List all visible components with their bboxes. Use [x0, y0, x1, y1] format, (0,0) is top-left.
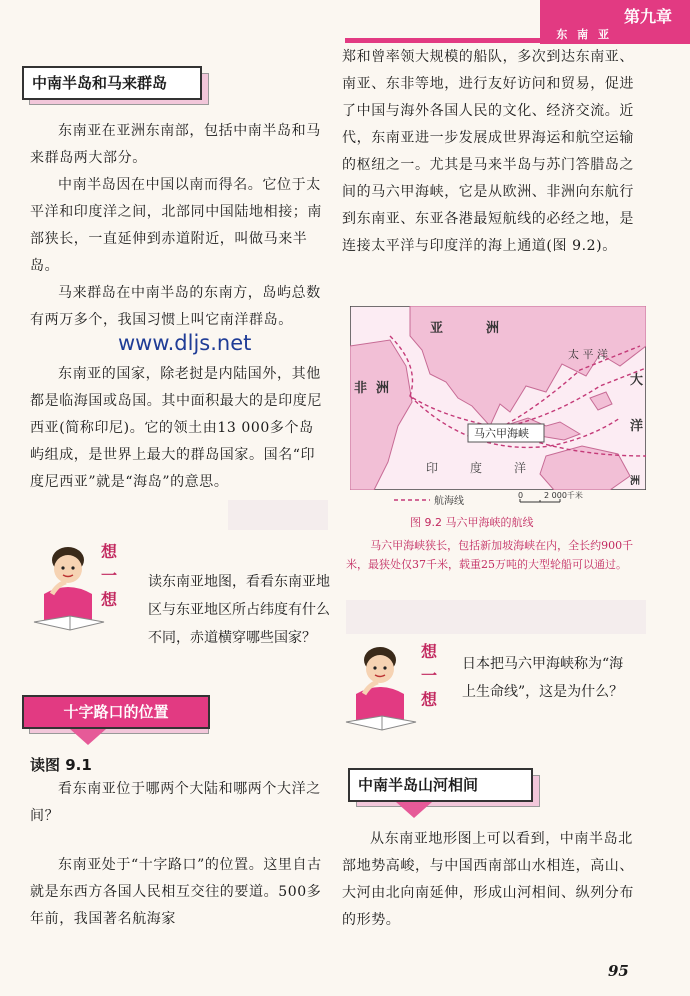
paragraph-indochina: 中南半岛因在中国以南而得名。它位于太平洋和印度洋之间，北部同中国陆地相接；南部狭长，一直延伸到赤道附近，叫做马来半岛。 [30, 177, 322, 274]
think-question-right: 日本把马六甲海峡称为“海上生命线”，这是为什么？ [462, 656, 624, 700]
paragraph-crossroads: 东南亚处于“十字路口”的位置。这里自古就是东西方各国人民相互交往的要道。500多年前，我国著名航海家 [30, 857, 322, 927]
map-label-side-1: 大 [630, 373, 644, 388]
legend-route-label: 航海线 [434, 496, 464, 507]
map-label-side-2: 洋 [630, 419, 644, 434]
malacca-strait-map [350, 306, 646, 490]
map-label-side-3: 洲 [630, 476, 640, 487]
map-label-indian-3: 洋 [514, 461, 527, 475]
paragraph-intro: 东南亚在亚洲东南部，包括中南半岛和马来群岛两大部分。 [30, 123, 321, 166]
paragraph-mountains-rivers: 从东南亚地形图上可以看到，中南半岛北部地势高峻，与中国西南部山水相连，高山、大河由北向南延伸，形成山河相间、纵列分布的形势。 [342, 831, 634, 928]
map-label-asia-1: 亚 [430, 321, 444, 336]
paragraph-malay-archipelago: 马来群岛在中南半岛的东南方，岛屿总数有两万多个，我国习惯上叫它南洋群岛。 [30, 285, 321, 328]
watermark-url: www.dljs.net [118, 331, 252, 355]
student-thinking-illustration [340, 640, 420, 736]
section-arrow [70, 729, 106, 745]
section-title-mountains-rivers: 中南半岛山河相间 [348, 768, 533, 802]
scale-zero: 0 [518, 491, 524, 500]
map-label-indian-2: 度 [470, 461, 483, 475]
region-title: 东 南 亚 [556, 28, 612, 41]
section-title-indochina: 中南半岛和马来群岛 [22, 66, 202, 100]
chapter-title: 第九章 [623, 7, 672, 26]
chapter-header [540, 0, 690, 44]
section-title-crossroads: 十字路口的位置 [22, 695, 210, 729]
read-figure-label: 读图 9.1 [30, 756, 92, 774]
map-legend [394, 490, 644, 510]
map-label-indian-1: 印 [426, 461, 439, 475]
figure-note: 马六甲海峡狭长，包括新加坡海峡在内，全长约900千米，最狭处仅37千米，载重25万吨的大型轮船可以通过。 [346, 539, 634, 571]
think-question-left-text [30, 568, 330, 652]
map-label-africa-2: 洲 [376, 381, 390, 396]
map-label-asia-2: 洲 [486, 321, 500, 336]
think-label-left: 想 一 想 [101, 542, 118, 609]
figure-caption: 图 9.2 马六甲海峡的航线 [410, 516, 534, 529]
read-figure-question: 看东南亚位于哪两个大陆和哪两个大洋之间？ [30, 781, 321, 824]
map-label-africa-1: 非 [354, 381, 368, 396]
page-number: 95 [608, 962, 629, 980]
think-question-left-body: 读东南亚地图，看看东南亚地区与东亚地区所占纬度有什么不同，赤道横穿哪些国家？ [148, 574, 330, 646]
show-through-mark [228, 500, 328, 530]
map-label-malacca-strait: 马六甲海峡 [474, 427, 529, 440]
section-arrow [396, 802, 432, 818]
paragraph-countries: 东南亚的国家，除老挝是内陆国外，其他都是临海国或岛国。其中面积最大的是印度尼西亚(简称印尼)。它的领土由13 000多个岛屿组成，是世界上最大的群岛国家。国名“印度尼西亚”就是“海岛”的意思。 [30, 366, 322, 490]
paragraph-zheng-he: 郑和曾率领大规模的船队，多次到达东南亚、南亚、东非等地，进行友好访问和贸易，促进了中国与海外各国人民的文化、经济交流。近代，东南亚进一步发展成世界海运和航空运输的枢纽之一。尤其是马来半岛与苏门答腊岛之间的马六甲海峡，它是从欧洲、非洲向东航行到东南亚、东亚各港最短航线的必经之地，是连接太平洋与印度洋的海上通道(图 9.2)。 [342, 49, 634, 254]
scale-value: 2 000千米 [544, 491, 583, 500]
show-through-mark [346, 600, 646, 634]
map-label-pacific: 太 平 洋 [568, 348, 608, 361]
think-label-right: 想 一 想 [421, 642, 438, 709]
